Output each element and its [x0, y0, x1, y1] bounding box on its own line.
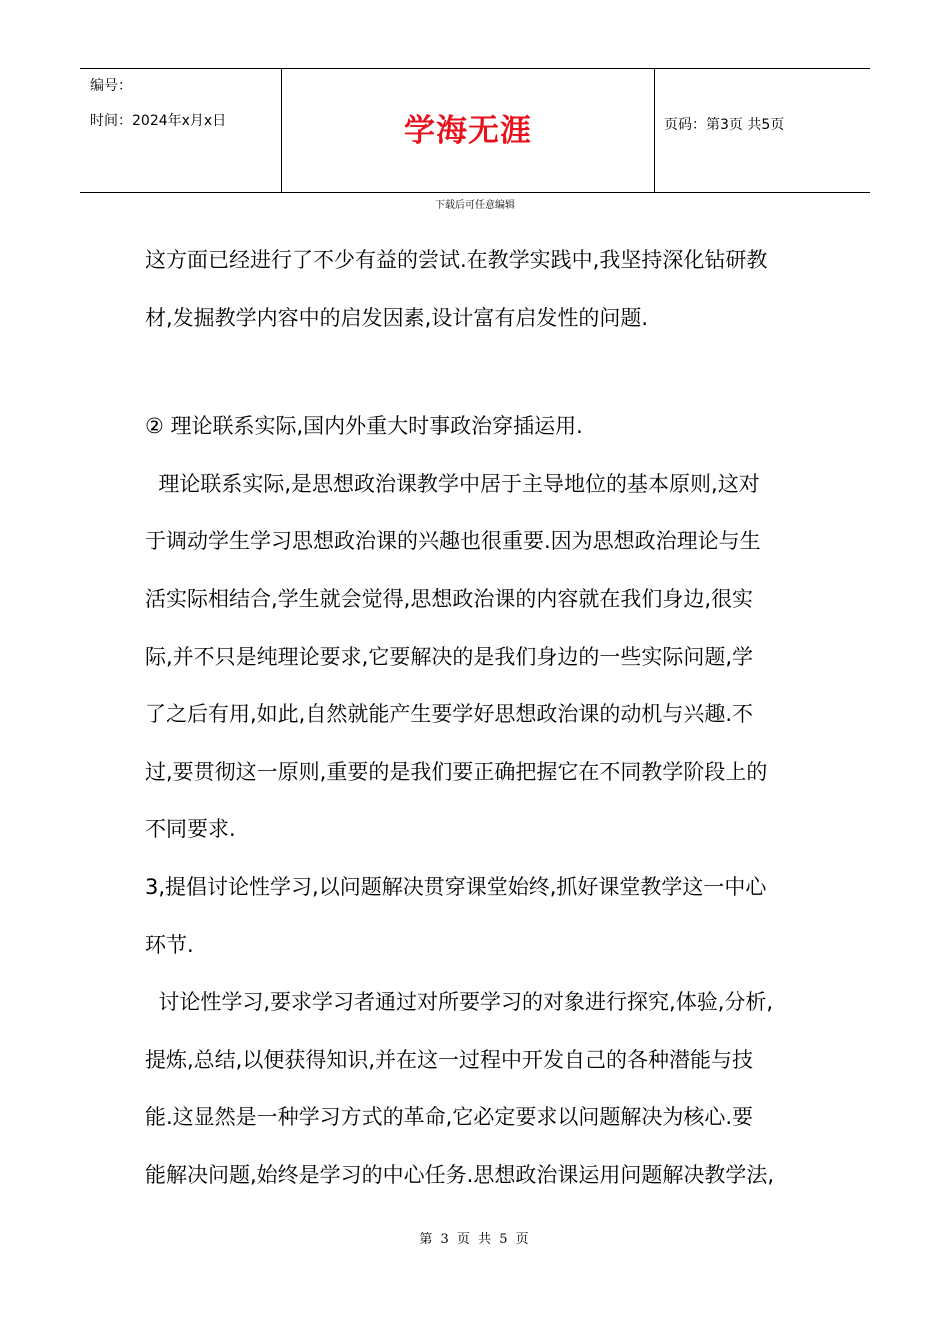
body-line: 了之后有用,如此,自然就能产生要学好思想政治课的动机与兴趣.不: [145, 702, 754, 727]
header-page-label: 页码：第3页 共5页: [664, 117, 785, 133]
body-line: 环节.: [145, 932, 194, 957]
body-line: 活实际相结合,学生就会觉得,思想政治课的内容就在我们身边,很实: [145, 586, 754, 611]
header-left-cell: [80, 69, 281, 192]
body-line: 过,要贯彻这一原则,重要的是我们要正确把握它在不同教学阶段上的: [145, 759, 768, 784]
body-line: 能.这显然是一种学习方式的革命,它必定要求以问题解决为核心.要: [145, 1105, 754, 1130]
section-heading: ② 理论联系实际,国内外重大时事政治穿插运用.: [145, 414, 583, 439]
document-code-label: 编号：: [90, 78, 132, 94]
body-line: 提炼,总结,以便获得知识,并在这一过程中开发自己的各种潜能与技: [145, 1047, 754, 1072]
body-line: 这方面已经进行了不少有益的尝试.在教学实践中,我坚持深化钻研教: [145, 248, 768, 272]
body-line: 讨论性学习,要求学习者通过对所要学习的对象进行探究,体验,分析,: [145, 990, 774, 1015]
editable-note: 下载后可任意编辑: [435, 200, 515, 211]
brand-title: 学海无涯: [404, 113, 532, 149]
body-line: 材,发掘教学内容中的启发因素,设计富有启发性的问题.: [145, 305, 649, 330]
footer-page-number: 第 3 页 共 5 页: [419, 1232, 531, 1247]
body-blank-line: [145, 347, 825, 398]
body-line: 不同要求.: [145, 817, 236, 842]
section-heading: 3,提倡讨论性学习,以问题解决贯穿课堂始终,抓好课堂教学这一中心: [145, 874, 767, 899]
header-right-cell: [655, 69, 870, 192]
document-time-label: 时间：2024年x月x日: [90, 113, 227, 129]
body-line: 际,并不只是纯理论要求,它要解决的是我们身边的一些实际问题,学: [145, 644, 754, 669]
body-line: 能解决问题,始终是学习的中心任务.思想政治课运用问题解决教学法,: [145, 1162, 775, 1187]
body-line: 理论联系实际,是思想政治课教学中居于主导地位的基本原则,这对: [145, 471, 760, 496]
body-text: [145, 232, 825, 1205]
header-middle-cell: [281, 69, 655, 192]
body-line: 于调动学生学习思想政治课的兴趣也很重要.因为思想政治理论与生: [145, 529, 761, 554]
header-table: [80, 68, 870, 193]
